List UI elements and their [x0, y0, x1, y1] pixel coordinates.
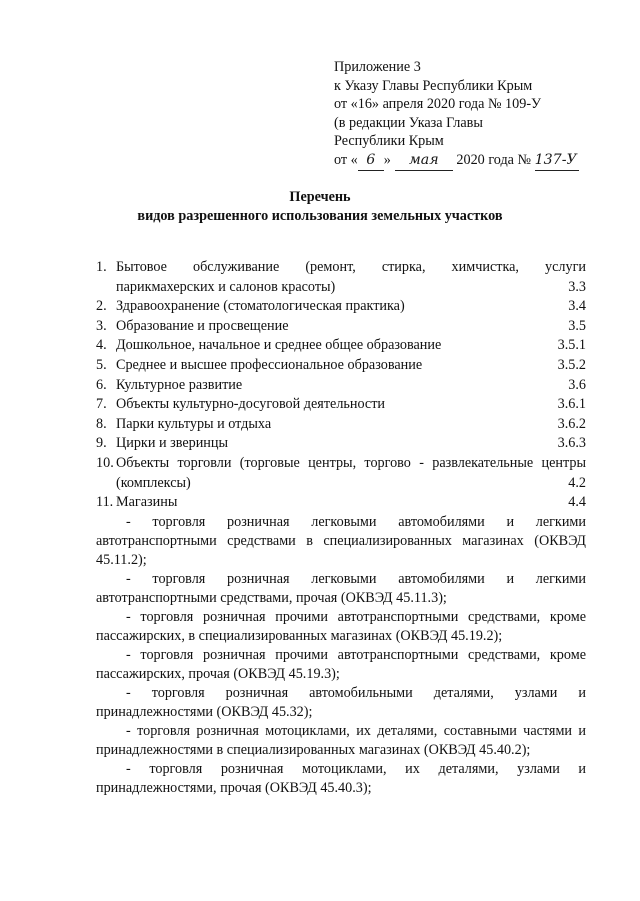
subitem: - торговля розничная мотоциклами, их деталями, составными частями и принадлежностями в специализированных магазинах (ОКВЭД 45.40.2);: [96, 722, 586, 758]
item-text: Дошкольное, начальное и среднее общее образование: [116, 337, 442, 354]
list-item: [96, 336, 586, 356]
item-code: 3.4: [568, 298, 586, 315]
item-text: Бытовое обслуживание (ремонт, стирка, химчистка, услуги: [116, 259, 586, 275]
list-item-continuation: [96, 278, 586, 298]
item-number: 6.: [96, 376, 107, 393]
handwritten-number: 137-У: [535, 151, 579, 171]
item-number: 2.: [96, 298, 107, 315]
item-text: Среднее и высшее профессиональное образование: [116, 356, 423, 373]
date-prefix: от «: [334, 151, 358, 168]
usage-list: [96, 258, 586, 798]
item-code: 3.5.2: [557, 356, 586, 373]
item-code: 4.2: [568, 474, 586, 491]
item-number: 3.: [96, 317, 107, 334]
list-item: [96, 395, 586, 415]
item-code: 3.6: [568, 376, 586, 393]
year-text: 2020 года №: [456, 151, 532, 168]
list-item: [96, 376, 586, 396]
subitem: - торговля розничная легковыми автомобилями и легкими автотранспортными средствами в специализированных магазинах (ОКВЭД 45.11.2);: [96, 513, 586, 568]
item-text: Магазины: [116, 494, 178, 511]
subitem: - торговля розничная мотоциклами, их деталями, узлами и принадлежностями, прочая (ОКВЭД 45.40.3);: [96, 760, 586, 796]
appendix-line: к Указу Главы Республики Крым: [334, 77, 533, 94]
list-item: [96, 434, 586, 454]
list-item: [96, 493, 586, 513]
item-text: Цирки и зверинцы: [116, 435, 229, 452]
item-number: 4.: [96, 337, 107, 354]
list-item: [96, 317, 586, 337]
appendix-date-line: [334, 151, 579, 171]
item-text: Образование и просвещение: [116, 317, 289, 334]
item-text: Здравоохранение (стоматологическая практика): [116, 298, 405, 315]
item-code: 3.3: [568, 278, 586, 295]
item-number: 10.: [96, 454, 114, 471]
item-code: 3.6.2: [557, 415, 586, 432]
handwritten-month: мая: [395, 151, 453, 171]
list-item: [96, 258, 586, 278]
appendix-line: Приложение 3: [334, 59, 421, 75]
item-number: 1.: [96, 259, 107, 275]
list-item: [96, 454, 586, 474]
appendix-line: от «16» апреля 2020 года № 109-У: [334, 96, 542, 113]
item-text: Объекты культурно-досуговой деятельности: [116, 396, 385, 413]
item-number: 7.: [96, 396, 107, 413]
item-code: 3.5: [568, 317, 586, 334]
item-code: 3.5.1: [557, 337, 586, 354]
subitem: - торговля розничная автомобильными деталями, узлами и принадлежностями (ОКВЭД 45.32);: [96, 684, 586, 720]
item-text-cont: парикмахерских и салонов красоты): [116, 278, 336, 295]
item-code: 3.6.3: [557, 435, 586, 452]
item-number: 8.: [96, 415, 107, 432]
appendix-block: [334, 58, 579, 171]
item-code: 3.6.1: [557, 396, 586, 413]
appendix-line: (в редакции Указа Главы: [334, 114, 483, 131]
item-text: Культурное развитие: [116, 376, 243, 393]
document-subtitle: видов разрешенного использования земельных участков: [137, 208, 503, 224]
item-text: Парки культуры и отдыха: [116, 415, 272, 432]
item-number: 11.: [96, 494, 114, 511]
item-number: 9.: [96, 435, 107, 452]
appendix-line: Республики Крым: [334, 133, 444, 150]
subitem: - торговля розничная прочими автотранспортными средствами, кроме пассажирских, прочая (ОКВЭД 45.19.3);: [96, 646, 586, 682]
subitem: - торговля розничная прочими автотранспортными средствами, кроме пассажирских, в специализированных магазинах (ОКВЭД 45.19.2);: [96, 608, 586, 644]
list-item: [96, 356, 586, 376]
date-mid: »: [383, 151, 391, 168]
list-item-continuation: [96, 474, 586, 494]
item-text: Объекты торговли (торговые центры, торгово - развлекательные центры: [116, 454, 586, 471]
subitem-list: [76, 513, 586, 798]
list-item: [96, 415, 586, 435]
subitem: - торговля розничная легковыми автомобилями и легкими автотранспортными средствами, прочая (ОКВЭД 45.11.3);: [96, 570, 586, 606]
document-title: Перечень: [289, 189, 351, 205]
item-number: 5.: [96, 356, 107, 373]
list-item: [96, 297, 586, 317]
handwritten-day: 6: [358, 151, 384, 171]
item-code: 4.4: [568, 494, 586, 511]
item-text-cont: (комплексы): [116, 474, 191, 491]
